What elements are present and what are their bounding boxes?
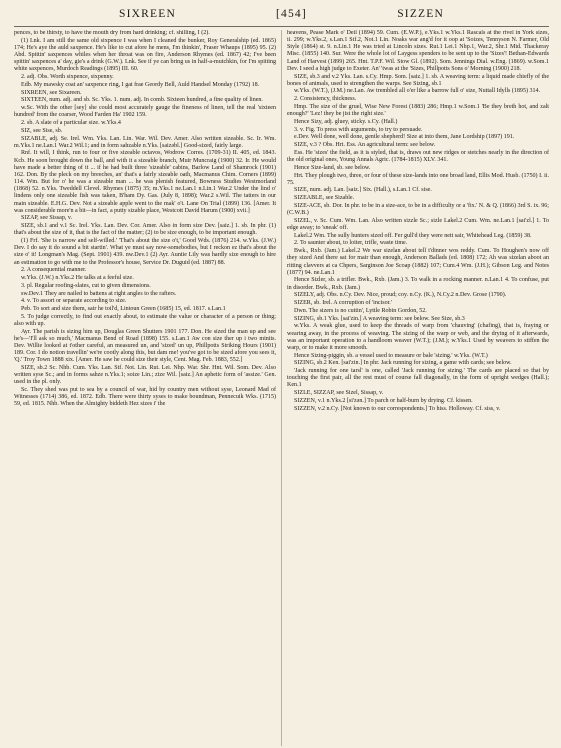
- entry-paragraph: 3. v. Fig. To press with arguments, to try to persuade.: [294, 126, 423, 133]
- entry-paragraph: 4. v. To assort or separate according to size.: [21, 298, 127, 305]
- entry-paragraph: SIZE, v.3 ? Obs. Hrt. Ess. An agricultural term: see below.: [294, 142, 436, 149]
- entry-paragraph: Hence Size-land, sb. see below.: [294, 164, 371, 171]
- entry-paragraph: (1) Frf. 'She is narrow and self-willed.' 'That's about the size o't,' Good Wds. (1876) 214. w.Yks. (J.W.) Dev. I do say it do sound a bit startin'. What ye must say now-somebodies, but I reckon ez that's about the size o' it! Longman's Mag. (Sept. 1901) 439. nw.Dev.1 (2) Ayr. Auntie Lily was hardly size enough to hire an estimation to go with me to the Professor's house, Service Dr. Duguid (ed. 1887) 88.: [14, 238, 276, 266]
- entry-paragraph: SIZEL, v. Sc. Cum. Wm. Lan. Also written sizzle Sc.; sizle Lakel.2 Cum. Wm. ne.Lan.1 [sai'zl.] 1. To edge away; to 'sneak' off.: [287, 217, 549, 231]
- entry-paragraph: Hrt. They plough two, three, or four of these size-lands into one broad land, Ellis Mod. Husb. (1750) I. ii. 75.: [287, 172, 549, 186]
- entry-paragraph: Ayr. The parish is sizing him up, Douglas Green Shutters 1901 177. Don. He sized the man up and see he's—'I'll ask so much,' Macmanus Bend of Road (1898) 155. s.Lan.1 Aw con size ther up i two minits. Dev. Willie looked at t'other careful, an measured un, and 'sized' un up, Phillpotts Striking Hours (1901) 189. Cor. I do notion travellin' we're cootly along this, but dam me! you've got to be sized afore you sees it, 'Q.' Troy Town 1888 xix. [Amer. He saw he could size their style, Cent. Mag. Feb. 1883, 552.]: [14, 328, 276, 364]
- entry-paragraph: Edb. My mawsky coat an' saxpence ring, I gat frae Geordy Bell, Auld Handsel Monday (1792) 18.: [21, 81, 260, 88]
- entry-paragraph: 2. To saunter about, to loiter, trifle, waste time.: [294, 240, 408, 247]
- entry-paragraph: SIZING, sb.2 Ken. [sai'zin.] In phr. Jack running for sizing, a game with cards; see below.: [294, 360, 512, 367]
- entry-paragraph: Ess. He 'sizes' the field, as it is styled, that is, draws out new ridges or stetches nearly in the direction of the old original ones, Young Annals Agric. (1784-1815) XLV. 341.: [287, 149, 549, 163]
- entry-paragraph: SIZZEN, v.1 n.Yks.2 [si'zən.] To parch or half-burn by drying. Cf. kissen.: [294, 397, 473, 404]
- entry-paragraph: SIZE, sb.1 and v.1 Sc. Irel. Yks. Lan. Dev. Cor. Amer. Also in form size Dev. [saiz.] 1. sb. In phr. (1) that's about the size of it, that is the fact of the matter; (2) to be size enough, to be important enough.: [14, 223, 276, 237]
- entry-paragraph: SIZABLE, adj. Se. Irel. Wm. Yks. Lan. Lin. War. Wil. Dev. Amer. Also written sizeable. Sc. Ir. Wm. m.Yks.1 ne.Lan.1 War.2 Wil.1; and in form sahzable n.Yks. [saizəbl.] Good-sized, fairly large.: [14, 135, 276, 149]
- entry-paragraph: 2. sb. A slate of a particular size. w.Yks.4: [21, 120, 121, 127]
- column-divider: [281, 30, 282, 746]
- entry-paragraph: SIZE, sb.2 Sc. Nhb. Cum. Yks. Lan. Stf. Not. Lin. Rut. Lei. Nhp. War. Shr. Hnt. Wil. Som. Dev. Also written syse Sc.; and in forms sahze n.Yks.1; soize Lin.; zize Wil. [saiz.] An aphetic form of 'assize.' Gen. used in the pl. only.: [14, 365, 276, 386]
- entry-paragraph: pences, to be thirsty, to have the mouth dry from hard drinking; cf. shilling, I (2).: [14, 30, 210, 36]
- entry-paragraph: Hence Sizler, sb. a trifler. Bwk., Rxb. (Jam.) 3. To walk in a rocking manner. n.Lan.1 4. To confuse, put in disorder. Bwk., Rxb. (Jam.): [287, 277, 549, 291]
- entry-paragraph: (1) Lnk. I am still the same old sixpence I was when I cleaned the bunker, Roy Generalship (ed. 1865) 174; He's aye the auld saxpence. He's like to cut afore he mens, I'm thinkin', Fraser Whaups (1895) 95. (2) Abd. Spittin' saxpences whiles when her throat was on fire, Anderson Rhymes (ed. 1867) 42; I've been spittin' saxpences a' day, gie's a drink (G.W.). Lnk. See if ye can bring us in half-a-mutchkin, for I'm spitting white saxpences, Murdoch Readings (1895) III. 60.: [14, 37, 276, 73]
- entry-paragraph: Hence Sizy, adj. gluey, sticky. s.Cy. (Hall.): [294, 118, 398, 125]
- entry-paragraph: Rnf. It will, I think, run to four or five sizeable octavos, Wodrow Corres. (1709-31) II. 405, ed. 1843. Kcb. He soon brought down the ball, and with it a sizeable branch, Muir Muncraig (1900) 32. Ir. He would have made a better thing of it ... if he had built three 'sizeable' cabins, Barlow Land of Shamrock (1901) 162. Don. By the pleck on my breeches, an' that's a fairly sizeable oath, Macmanus Chim. Corners (1899) 114. Wm. But for o' he was a sizeable man ... he was plenish featured, Bowness Studies Westmorland (1868) 52. n.Yks. Tweddell Clevel. Rhymes (1875) 35; m.Yks.1 ne.Lan.1 n.Lin.1 War.2 Under the lind o' lindens only one sizeable fish was taken, B'ham Dy. Gas. (July 8, 1898); War.2 s.Wil. The tatters in our main sizeable. E.H.G. Dev. Not a sizeable apple went to the mak' o't. Lane On Trial (1899) 136. [Amer. It was considerable more'n a bit—in fact, a putty sizable place, Westcott David Harum (1900) xvii.]: [14, 150, 276, 214]
- entry-paragraph: w.Yks. (J.W.) n.Yks.2 He talks at a feeful size.: [21, 275, 134, 282]
- entry-paragraph: 3. pl. Regular roofing-slates, cut to given dimensions.: [21, 282, 151, 289]
- entry-paragraph: w.Yks. A weak glue, used to keep the threads of warp from 'chauving' (chafing), that is, fraying or wearing away, in the process of weaving. The sizing of the warp or web, and the drying of it afterwards, was an important operation to a handloom weaver (W.T.); (J.M.); w.Yks.1 Used by weavers to stiffen the warp, or to make it more smooth.: [287, 323, 549, 351]
- right-running-headword: SIZZEN: [397, 8, 444, 20]
- entry-paragraph: SIXTEEN, num. adj. and sb. Sc. Yks. 1. num. adj. In comb. Sixteen hundred, a fine quality of linen.: [21, 97, 263, 104]
- page-header: [14, 8, 549, 27]
- entry-paragraph: Lakel.2 Wm. The sully hunters sized off. Fer gull'd they were nett sair, Whitehead Leg. (1859) 38.: [294, 232, 532, 239]
- entry-paragraph: Bwk., Rxb. (Jam.) Lakel.2 We war sizelan about tell t'dinner wos reddy. Cum. To Houghen's now off they sized And there sat for mair than enough, Anderson Ballads (ed. 1808) 172; Ah was sizelan aboot an ritting clavvers at ca Chpers, Sarginson Joe Scoap (1882) 107; Cum.4 Wm. (J.H.); Gibson Leg. and Notes (1877) 94. ne.Lan.1: [287, 248, 549, 276]
- entry-paragraph: 5. To judge correctly, to find out exactly about, to estimate the value or character of a person or thing; also with up.: [14, 313, 276, 327]
- entry-paragraph: 2. Consistency, thickness.: [294, 96, 357, 103]
- entry-paragraph: sw.Dev.1 They are nailed to battens at right angles to the rafters.: [21, 290, 177, 297]
- entry-paragraph: SIZING, sb.1 Yks. [sai'zin.] A weaving term: see below. See Size, sb.3: [294, 315, 465, 322]
- entry-paragraph: SIZ, see Sise, sb.: [21, 127, 63, 134]
- entry-paragraph: e.Dev. Well done, well done, gentle shepherd! Size at into them, Jane Lordship (1897) 191.: [294, 134, 515, 141]
- entry-paragraph: Dwn. The sizers is no cuttin', Lyttle Robin Gordon, 52.: [294, 307, 427, 314]
- entry-paragraph: heavens, Pease Mark o' Deil (1894) 59. Cum. (E.W.P.), e.Yks.1 w.Yks.1 Rascals at the rivel in York sizes, ii. 299; w.Yks.2, s.Lan.1 Stf.2, Not.1 Lin. Noaks war ang'd for it oop at 'Soizes, Tennyson N. Farmer, Old Style (1864) st. 9. n.Lin.1 He was tried at Lincoln sizes. Rut.1 Lei.1 Nhp.1, War.2, Shr.1 Mid. Thackeray Misc. (1855) 140. Sur. Were the whole lot of Laygess spenders to be sent up to the 'Sizes'! Bethan-Edwards Land of Harvest (1899) 265. Hnt. T.P.F. Wil. Stow Gl. (1892). Som. Jennings Dial. w.Eng. (1869). w.Som.1 Dev. I seed a high judge to Exeter. An' 'twas at the 'Sizes, Phillpotts Sons o' Morning (1900) 218.: [287, 30, 549, 72]
- left-running-headword: SIXREEN: [119, 8, 176, 20]
- entry-paragraph: SIZLE, SIZZAP, see Sizel, Sissap, v.: [294, 390, 384, 397]
- entry-paragraph: SIZE-ACE, sb. Dor. In phr. to be in a size-ace, to be in a difficulty or a 'fix.' N. & Q. (1866) 3rd S. ix. 96; (C.W.B.): [287, 202, 549, 217]
- entry-paragraph: SIZZEN, v.2 n.Cy. [Not known to our correspondents.] To hiss. Holloway. Cf. siss, v.: [294, 405, 501, 412]
- entry-paragraph: 2. adj. Obs. Worth sixpence, sixpenny.: [21, 74, 114, 81]
- entry-paragraph: Sc. They shed was put to sea by a council of war, hid by country men without syse, Leonard Mad of Witnesses (1714) 386, ed. 1872. Edb. There were thirty syses to make boundman, Pennecuik Wks. (1715) 59, ed. 1815. Nhb. When the Almighty biddeth Hez sizes i' the: [14, 387, 276, 408]
- entry-paragraph: SIZAP, see Sissap, v.: [21, 215, 73, 222]
- entry-paragraph: w.Sc. With the other [sey] she could most accurately gauge the fineness of linen, tell the real 'sixteen hundred' from the coarser, Wood Farden Ha' 1902 159.: [14, 105, 276, 119]
- entry-paragraph: SIZEABLE, see Sizable.: [294, 195, 355, 202]
- left-column: [14, 30, 276, 746]
- entry-paragraph: SIZE, num. adj. Lan. [saiz.] Six. (Hall.), s.Lan.1 Cf. sise.: [294, 187, 432, 194]
- entry-paragraph: Hence Sizing-piggin, sb. a vessel used to measure or bale 'sizing.' w.Yks. (W.T.): [294, 352, 488, 359]
- entry-paragraph: SIXREEN, see Sixareen.: [21, 89, 82, 96]
- text-columns: [14, 30, 549, 746]
- entry-paragraph: 2. A consequential manner.: [21, 267, 87, 274]
- entry-paragraph: Peb. To sort and size them, sair he toil'd, Lintoun Green (1685) 15, ed. 1817. s.Lan.1: [21, 306, 226, 313]
- right-column: [287, 30, 549, 746]
- page-number: [454]: [276, 8, 307, 20]
- entry-paragraph: 'Jack running for one tarsl' is one, called 'Jack running for sizing.' The cards are placed so that by touching the first pair, all the rest must of course fall diagonally, in the form of upright wedges (Hall.); Ken.1: [287, 368, 549, 389]
- entry-paragraph: Hmp. The size of the gruel, Wise New Forest (1883) 286; Hmp.1 w.Som.1 'Be they breth hot, and zalt enough?' 'Lez! they be jist the right size.': [287, 103, 549, 118]
- entry-paragraph: SIZER, sb. Irel. A corruption of 'incisor.': [294, 300, 392, 307]
- entry-paragraph: SIZE, sb.3 and v.2 Yks. Lan. s.Cy. Hmp. Som. [saiz.] 1. sb. A weaving term: a liquid made chiefly of the bones of animals, used to strengthen the warps. See Sizing, sb.1: [287, 73, 549, 87]
- entry-paragraph: SIZELY, adj. Obs. n.Cy. Dev. Nice, proud; coy. n.Cy. (K.), N.Cy.2 n.Dev. Grose (1790).: [294, 292, 507, 299]
- entry-paragraph: w.Yks. (W.T.), (J.M.) ne.Lan. Aw trembled all o'er like a barrow full o' size, Nuttall Idylls (1895) 314.: [294, 88, 541, 95]
